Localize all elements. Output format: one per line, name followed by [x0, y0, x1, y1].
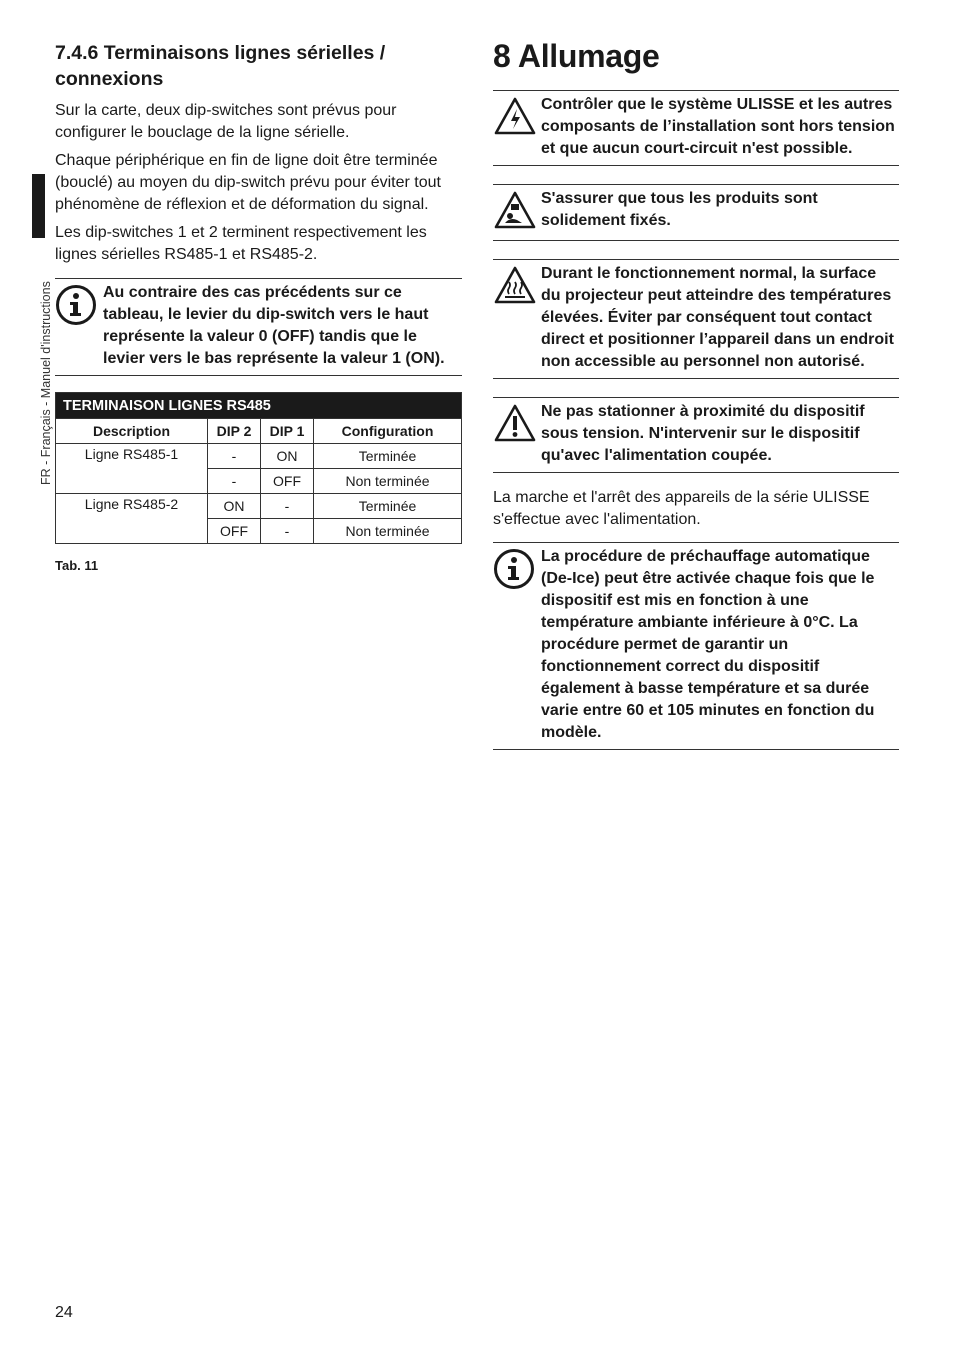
right-column: [493, 36, 899, 768]
info-note-deice: [493, 542, 899, 750]
warning-text: S'assurer que tous les produits sont solidement fixés.: [541, 190, 818, 229]
cell-configuration: Terminée: [314, 444, 462, 469]
col-header-configuration: Configuration: [314, 419, 462, 444]
warning-falling-object: [493, 184, 899, 241]
warning-electric: [493, 90, 899, 166]
falling-object-hazard-icon: [493, 188, 541, 235]
warning-general: [493, 397, 899, 473]
table-title: TERMINAISON LIGNES RS485: [56, 393, 462, 419]
col-header-dip1: DIP 1: [261, 419, 314, 444]
cell-configuration: Non terminée: [314, 519, 462, 544]
warning-text: Ne pas stationner à proximité du dispositif sous tension. N'intervenir sur le dispositif qu'avec l'alimentation coupée.: [541, 403, 865, 464]
cell-dip2: OFF: [208, 519, 261, 544]
cell-dip1: -: [261, 519, 314, 544]
side-tab-marker: [32, 174, 45, 238]
table-caption: Tab. 11: [55, 558, 99, 573]
cell-configuration: Non terminée: [314, 469, 462, 494]
warning-hot-surface: [493, 259, 899, 379]
cell-description: Ligne RS485-1: [56, 444, 208, 494]
col-header-description: Description: [56, 419, 208, 444]
cell-description: Ligne RS485-2: [56, 494, 208, 544]
page-number: 24: [55, 1304, 73, 1321]
electric-hazard-icon: [493, 94, 541, 141]
table-row: [56, 494, 462, 519]
paragraph-dip-switches: Sur la carte, deux dip-switches sont prévus pour configurer le bouclage de la ligne sérielle.: [55, 102, 397, 141]
cell-dip2: -: [208, 469, 261, 494]
cell-dip1: OFF: [261, 469, 314, 494]
cell-configuration: Terminée: [314, 494, 462, 519]
info-note-dip-switch: [55, 278, 462, 376]
cell-dip2: ON: [208, 494, 261, 519]
paragraph-power-on-off: La marche et l'arrêt des appareils de la série ULISSE s'effectue avec l'alimentation.: [493, 489, 870, 528]
chapter-heading-allumage: 8 Allumage: [493, 38, 660, 74]
paragraph-lines: Les dip-switches 1 et 2 terminent respectivement les lignes sérielles RS485-1 et RS485-2.: [55, 224, 427, 263]
table-header-row: [56, 419, 462, 444]
cell-dip2: -: [208, 444, 261, 469]
info-icon: [55, 282, 103, 331]
warning-text: Durant le fonctionnement normal, la surface du projecteur peut atteindre des températures élevées. Éviter par conséquent tout contact direct et positionner l’appareil dans un endroit non accessible au personnel non autorisé.: [541, 265, 894, 370]
hot-surface-hazard-icon: [493, 263, 541, 310]
side-language-label: FR - Français - Manuel d'instructions: [39, 281, 53, 485]
warning-text: Contrôler que le système ULISSE et les autres composants de l’installation sont hors tension et que aucun court-circuit n'est possible.: [541, 96, 895, 157]
rs485-termination-table: [55, 392, 462, 544]
paragraph-termination: Chaque périphérique en fin de ligne doit être terminée (bouclé) au moyen du dip-switch prévu pour éviter tout phénomène de réflexion et de déformation du signal.: [55, 152, 441, 213]
col-header-dip2: DIP 2: [208, 419, 261, 444]
general-warning-icon: [493, 401, 541, 448]
table-row: [56, 444, 462, 469]
cell-dip1: ON: [261, 444, 314, 469]
left-column: [55, 40, 462, 573]
info-icon: [493, 546, 541, 595]
section-heading-serial-terminations: 7.4.6 Terminaisons lignes sérielles / connexions: [55, 42, 386, 90]
cell-dip1: -: [261, 494, 314, 519]
info-note-text: Au contraire des cas précédents sur ce tableau, le levier du dip-switch vers le haut représente la valeur 0 (OFF) tandis que le levier vers le bas représente la valeur 1 (ON).: [103, 284, 445, 367]
info-note-text: La procédure de préchauffage automatique (De-Ice) peut être activée chaque fois que le dispositif est mis en fonction à une température ambiante inférieure à 0°C. La procédure permet de garantir un fonctionnement correct du dispositif également à basse température et sa durée varie entre 60 et 105 minutes en fonction du modèle.: [541, 548, 875, 741]
